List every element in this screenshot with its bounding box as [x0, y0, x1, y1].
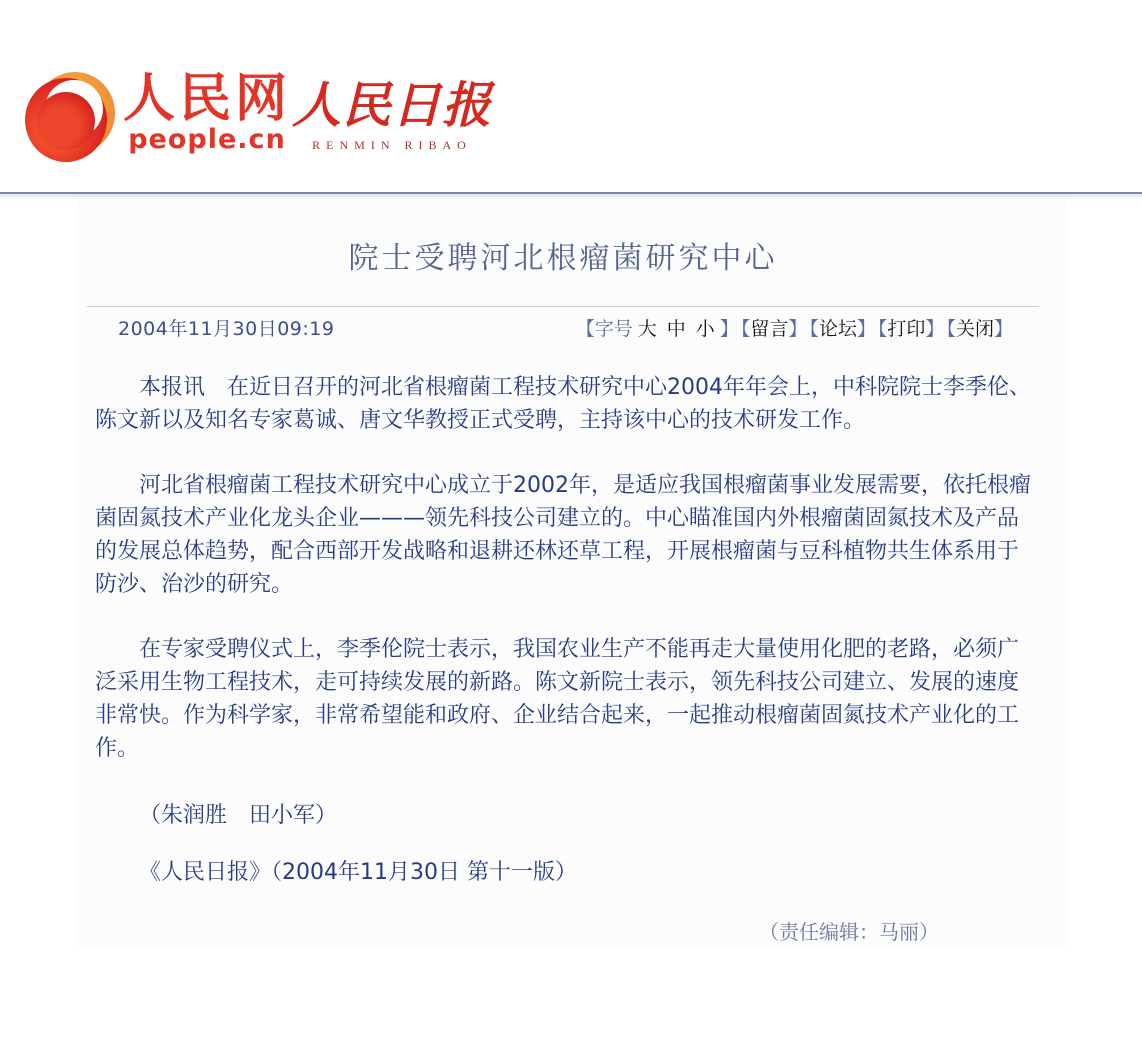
- bracket-open: 【: [740, 318, 751, 340]
- renmin-ribao-logo[interactable]: [292, 76, 492, 153]
- article-body: [87, 371, 1039, 765]
- people-cn-logo-subtext: people.cn: [128, 124, 286, 155]
- article-paragraph: 在专家受聘仪式上，李季伦院士表示，我国农业生产不能再走大量使用化肥的老路，必须广泛采用生物工程技术，走可持续发展的新路。陈文新院士表示，领先科技公司建立、发展的速度非常快。作为科学家，非常希望能和政府、企业结合起来，一起推动根瘤菌固氮技术产业化的工作。: [95, 637, 1020, 761]
- bracket-close: 】: [788, 318, 808, 340]
- toolbar-action[interactable]: [878, 318, 945, 340]
- renmin-ribao-logo-subtext: RENMIN RIBAO: [312, 138, 472, 152]
- font-size-label: 字号: [594, 318, 633, 340]
- bracket-open: 【: [877, 318, 888, 340]
- people-cn-logo-text: 人民网: [123, 68, 292, 129]
- page-title: 院士受聘河北根瘤菌研究中心: [348, 241, 778, 276]
- font-size-option[interactable]: 小: [695, 318, 715, 340]
- toolbar-action-label: 关闭: [955, 318, 994, 340]
- byline: （朱润胜 田小军）: [139, 803, 338, 828]
- article-paragraph: 河北省根瘤菌工程技术研究中心成立于2002年，是适应我国根瘤菌事业发展需要，依托根瘤菌固氮技术产业化龙头企业———领先科技公司建立的。中心瞄准国内外根瘤菌固氮技术及产品的发展总体趋势，配合西部开发战略和退耕还林还草工程，开展根瘤菌与豆科植物共生体系用于防沙、治沙的研究。: [95, 473, 1031, 597]
- source-line: 《人民日报》（2004年11月30日 第十一版）: [139, 860, 577, 885]
- renmin-ribao-logo-text: 人民日报: [292, 76, 493, 134]
- article-paragraph: 本报讯 在近日召开的河北省根瘤菌工程技术研究中心2004年年会上，中科院院士李季伦、陈文新以及知名专家葛诚、唐文华教授正式受聘，主持该中心的技术研发工作。: [95, 375, 1031, 433]
- font-size-options: [633, 318, 720, 340]
- people-cn-sphere-icon: [25, 70, 115, 162]
- article-container: [75, 194, 1067, 946]
- bracket-open: 【: [575, 318, 595, 340]
- publish-date: 2004年11月30日09:19: [118, 318, 335, 340]
- toolbar-actions: [739, 318, 1013, 340]
- article-toolbar: [574, 314, 1039, 341]
- bracket-close: 】: [993, 318, 1013, 340]
- toolbar-action-label: 论坛: [818, 318, 857, 340]
- font-size-option[interactable]: 大: [637, 318, 657, 340]
- toolbar-action[interactable]: [946, 318, 1013, 340]
- bracket-open: 【: [946, 318, 956, 340]
- font-size-option[interactable]: 中: [666, 318, 686, 340]
- toolbar-action-label: 留言: [750, 318, 789, 340]
- meta-row: [87, 306, 1039, 349]
- people-cn-logo[interactable]: [25, 70, 291, 162]
- page-header: [0, 0, 1142, 194]
- toolbar-action[interactable]: [741, 318, 808, 340]
- editor-line: （责任编辑：马丽）: [759, 920, 939, 944]
- toolbar-action[interactable]: [809, 318, 876, 340]
- bracket-close: 】: [856, 318, 876, 340]
- bracket-close: 】: [719, 318, 739, 340]
- font-size-control: [576, 318, 739, 340]
- bracket-close: 】: [925, 318, 945, 340]
- toolbar-action-label: 打印: [887, 318, 926, 340]
- bracket-open: 【: [809, 318, 819, 340]
